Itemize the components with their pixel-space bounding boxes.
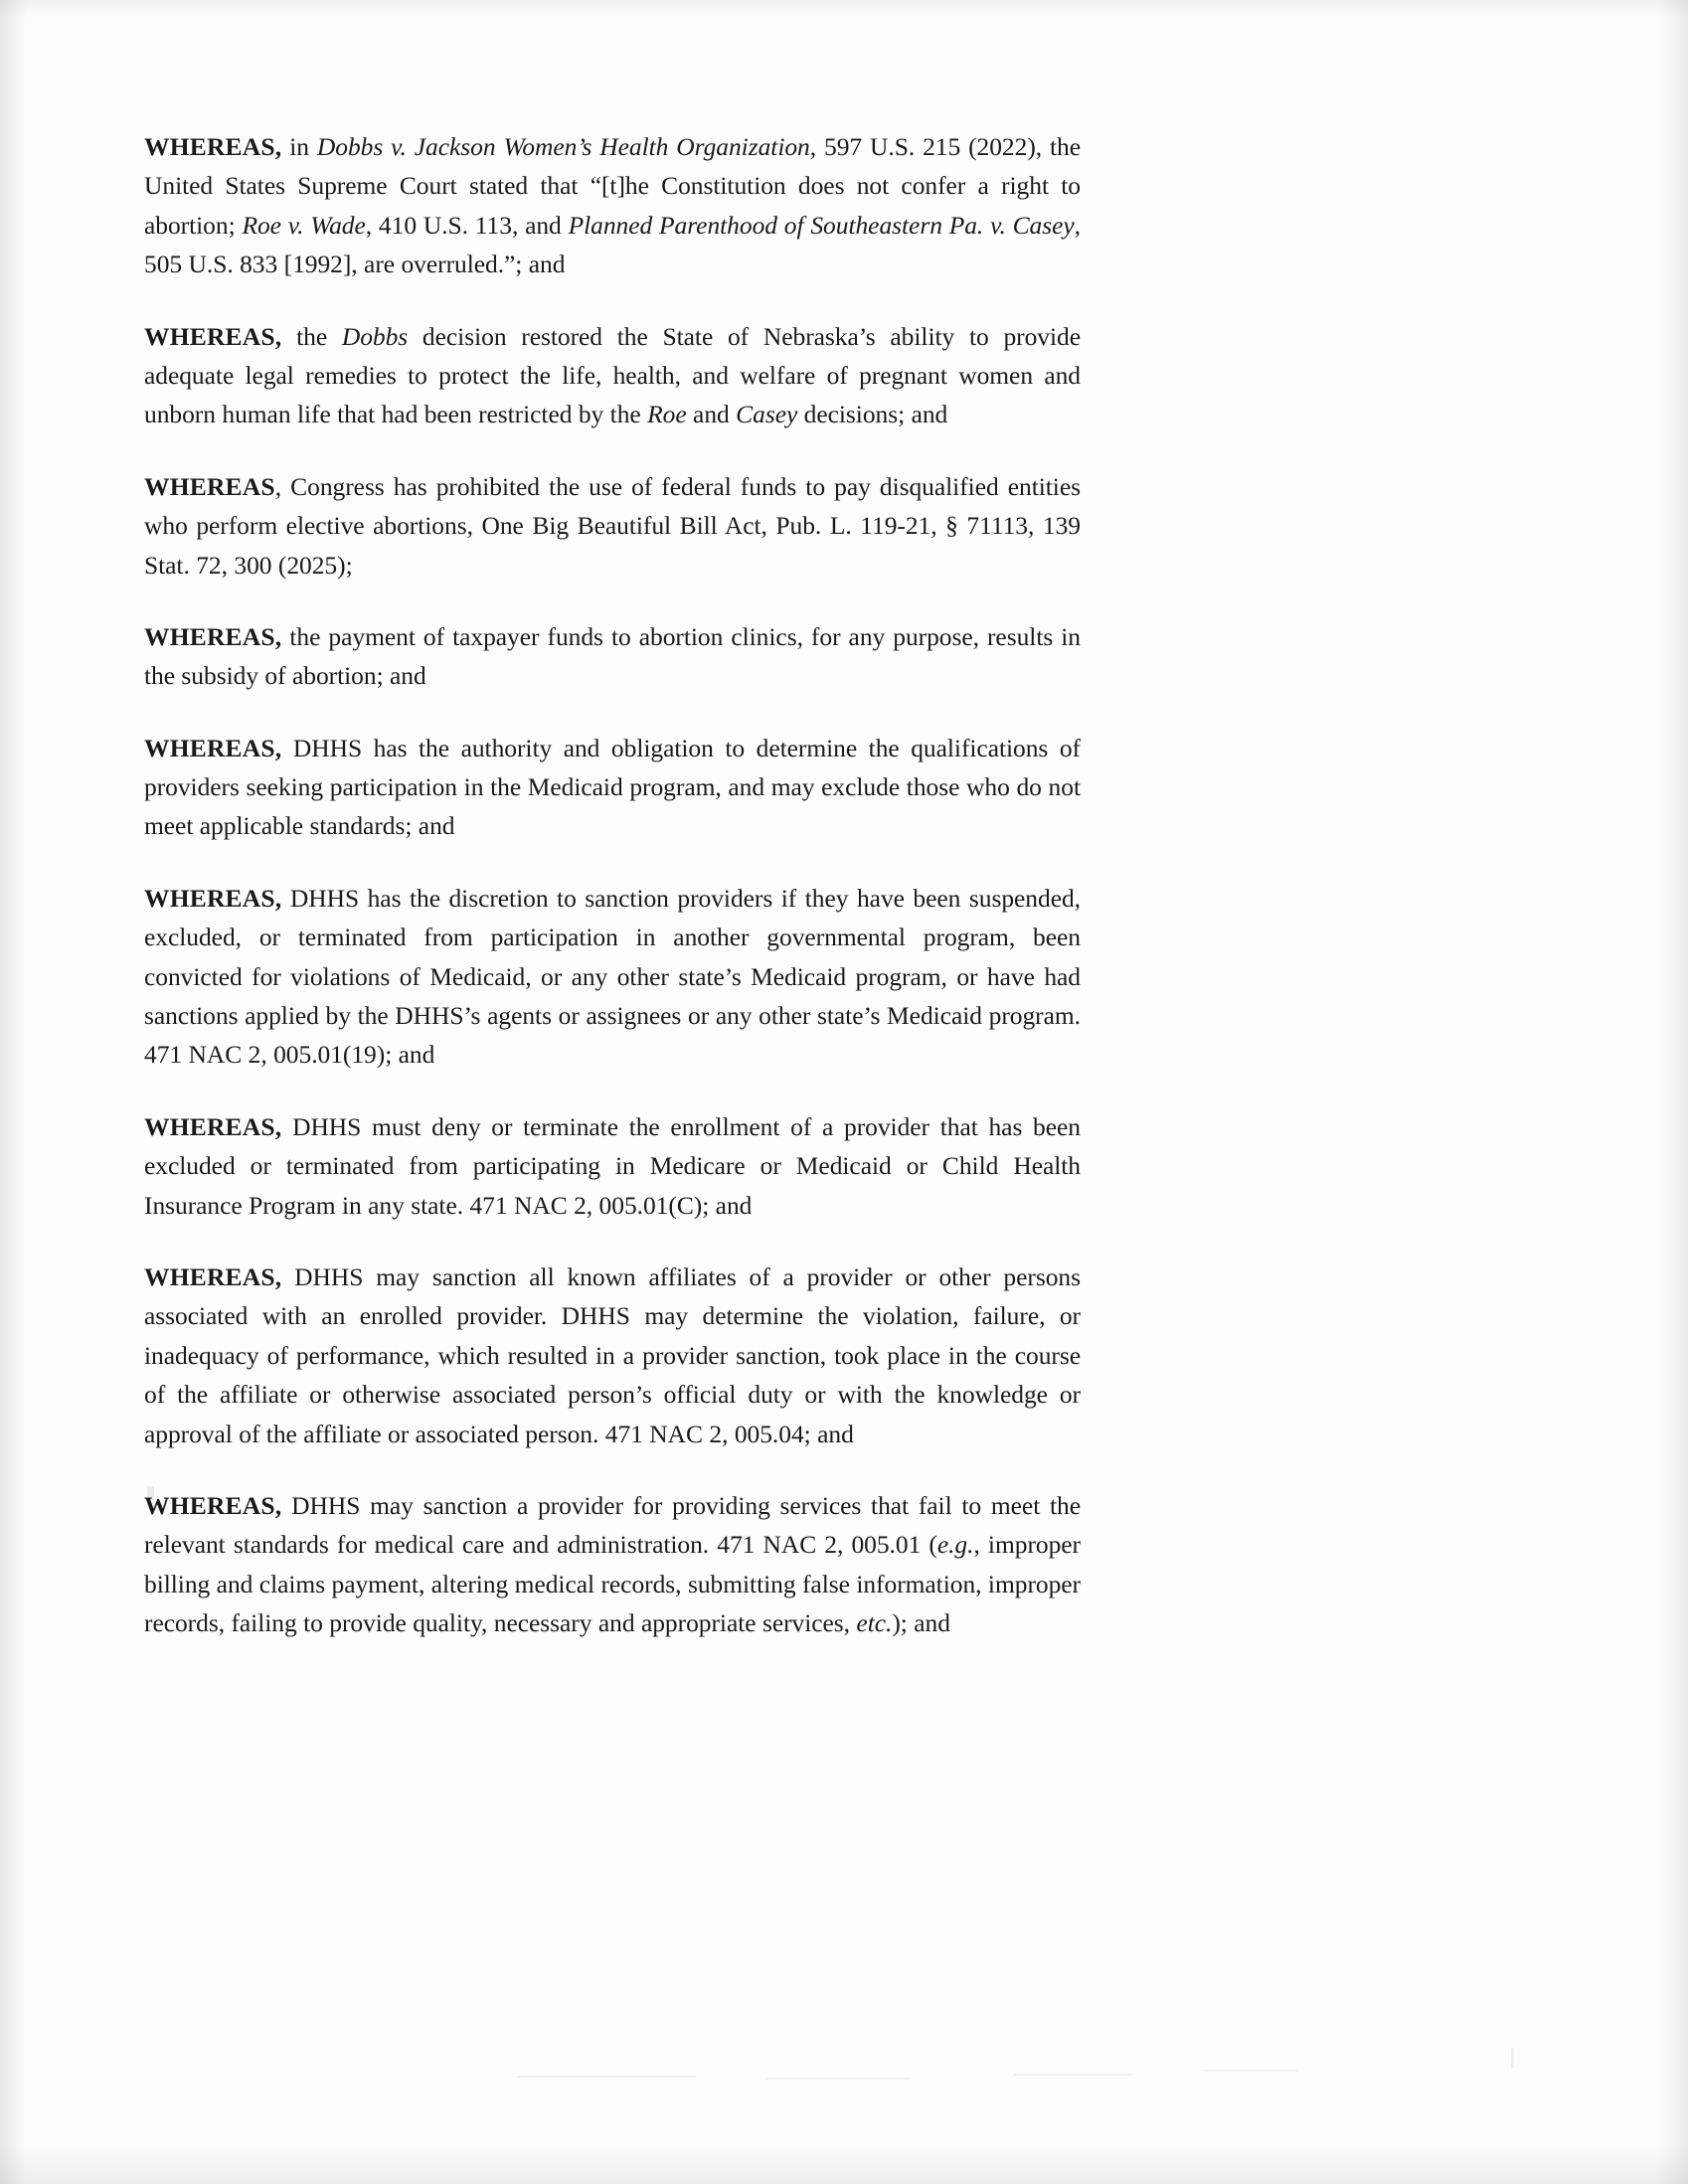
scan-artifact-line bbox=[1203, 2070, 1297, 2072]
scan-edge-left bbox=[0, 0, 26, 2184]
whereas-lead: WHEREAS, bbox=[144, 1261, 282, 1291]
scan-artifact-tick bbox=[1511, 2048, 1514, 2068]
clause-text: , 505 U.S. 833 [1992], are overruled.”; and bbox=[144, 210, 1081, 279]
clause-dhhs-qualifications bbox=[144, 729, 1081, 846]
scan-edge-bottom bbox=[0, 2144, 1688, 2184]
clause-text: decisions; and bbox=[797, 400, 948, 429]
clause-text: , improper billing and claims payment, altering medical records, submitting false information, improper records, failing to provide quality, necessary and appropriate services, bbox=[144, 1530, 1081, 1638]
case-citation-italic: Planned Parenthood of Southeastern Pa. v. Casey bbox=[568, 210, 1075, 240]
clause-text: the payment of taxpayer funds to abortion clinics, for any purpose, results in the subsidy of abortion; and bbox=[144, 621, 1081, 691]
clause-text: , 410 U.S. 113, and bbox=[365, 210, 569, 240]
clause-dobbs-restored bbox=[144, 317, 1081, 434]
clause-text: ); and bbox=[892, 1608, 950, 1638]
clause-list bbox=[144, 127, 1081, 1643]
whereas-lead: WHEREAS, bbox=[144, 321, 282, 351]
clause-text: , 597 U.S. 215 (2022), the United States Supreme Court stated that “[t]he Constitution does not confer a right to abortion; bbox=[144, 132, 1081, 240]
whereas-lead: WHEREAS bbox=[144, 471, 275, 501]
clause-text: the bbox=[281, 321, 342, 351]
case-citation-italic: Dobbs v. Jackson Women’s Health Organization bbox=[316, 132, 810, 161]
clause-taxpayer-subsidy bbox=[144, 617, 1081, 696]
scan-artifact-line bbox=[1014, 2074, 1133, 2076]
whereas-lead: WHEREAS, bbox=[144, 883, 282, 913]
clause-text: DHHS may sanction a provider for providing services that fail to meet the relevant standards for medical care and administration. 471 NAC 2, 005.01 ( bbox=[144, 1490, 1081, 1560]
clause-text: , Congress has prohibited the use of federal funds to pay disqualified entities who perform elective abortions, One Big Beautiful Bill Act, Pub. L. 119-21, § 71113, 139 Stat. 72, 300 (2025); bbox=[144, 471, 1081, 580]
case-citation-italic: Casey bbox=[736, 400, 798, 429]
case-citation-italic: Roe bbox=[647, 400, 687, 429]
clause-text: decision restored the State of Nebraska’s ability to provide adequate legal remedies to protect the life, health, and welfare of pregnant women and unborn human life that had been restricted by the bbox=[144, 321, 1081, 429]
case-citation-italic: e.g. bbox=[936, 1530, 974, 1560]
clause-dhhs-must-deny bbox=[144, 1107, 1081, 1225]
clause-text: and bbox=[686, 400, 737, 429]
clause-text: DHHS may sanction all known affiliates of a provider or other persons associated with an enrolled provider. DHHS may determine the violation, failure, or inadequacy of performance, which resulted in a provider sanction, took place in the course of the affiliate or otherwise associated person’s official duty or with the knowledge or approval of the affiliate or associated person. 471 NAC 2, 005.04; and bbox=[144, 1261, 1081, 1448]
whereas-lead: WHEREAS, bbox=[144, 132, 282, 161]
scan-artifact-line bbox=[765, 2078, 910, 2080]
whereas-lead: WHEREAS, bbox=[144, 733, 282, 762]
clause-dhhs-standards bbox=[144, 1486, 1081, 1643]
clause-text: in bbox=[281, 132, 317, 161]
scan-edge-top bbox=[0, 0, 1688, 18]
whereas-lead: WHEREAS, bbox=[144, 1490, 282, 1520]
case-citation-italic: Dobbs bbox=[341, 321, 409, 351]
case-citation-italic: Roe v. Wade bbox=[242, 210, 366, 240]
clause-text: DHHS must deny or terminate the enrollment of a provider that has been excluded or terminated from participating in Medicare or Medicaid or Child Health Insurance Program in any state. 471 NAC 2, 005.01(C); and bbox=[144, 1111, 1081, 1220]
scan-artifact-line bbox=[517, 2076, 696, 2078]
clause-dobbs-holding bbox=[144, 127, 1081, 284]
case-citation-italic: etc. bbox=[856, 1608, 893, 1638]
whereas-lead: WHEREAS, bbox=[144, 1111, 282, 1141]
clause-dhhs-affiliates bbox=[144, 1258, 1081, 1453]
whereas-lead: WHEREAS, bbox=[144, 621, 282, 651]
clause-congress-federal-funds bbox=[144, 467, 1081, 585]
scan-edge-right bbox=[1658, 0, 1688, 2184]
clause-text: DHHS has the discretion to sanction providers if they have been suspended, excluded, or terminated from participation in another governmental program, been convicted for violations of Medicaid, or any other state’s Medicaid program, or have had sanctions applied by the DHHS’s agents or assignees or any other state’s Medicaid program. 471 NAC 2, 005.01(19); and bbox=[144, 883, 1081, 1070]
clause-text: DHHS has the authority and obligation to determine the qualifications of providers seeking participation in the Medicaid program, and may exclude those who do not meet applicable standards; and bbox=[144, 733, 1081, 841]
clause-dhhs-discretion-sanction bbox=[144, 879, 1081, 1075]
